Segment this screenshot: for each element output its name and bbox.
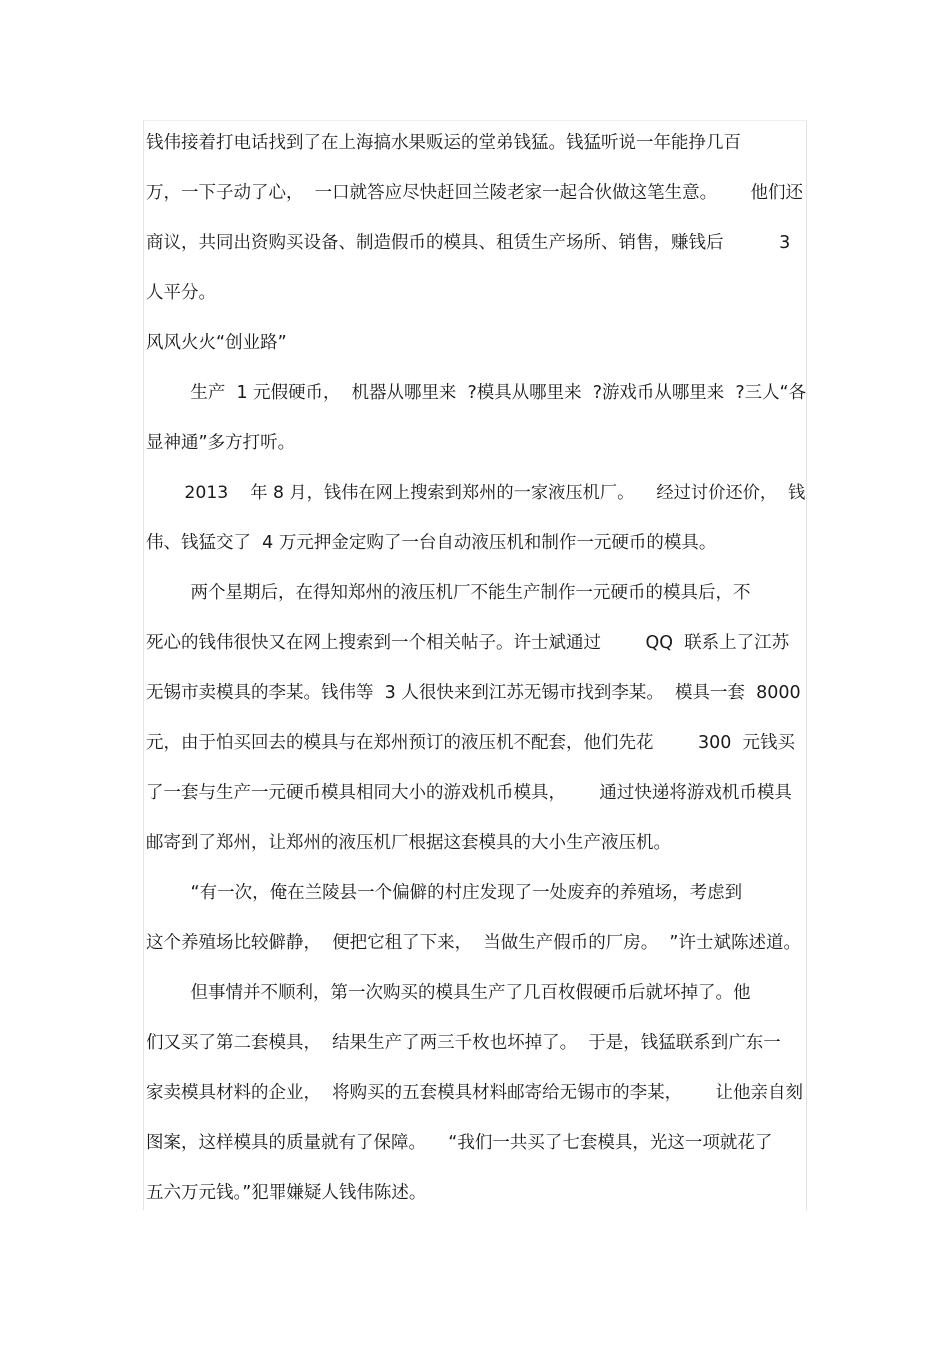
text-line: 2013 年 8 月，钱伟在网上搜索到郑州的一家液压机厂。 经过讨价还价， 钱 xyxy=(146,483,806,503)
text-line: 图案，这样模具的质量就有了保障。 “我们一共买了七套模具，光这一项就花了 xyxy=(146,1133,773,1153)
text-line: 死心的钱伟很快又在网上搜索到一个相关帖子。许士斌通过 QQ 联系上了江苏 xyxy=(146,633,790,653)
section-heading: 风风火火“创业路” xyxy=(146,333,287,353)
text-line: 两个星期后，在得知郑州的液压机厂不能生产制作一元硬币的模具后，不 xyxy=(146,583,751,603)
text-line: 钱伟接着打电话找到了在上海搞水果贩运的堂弟钱猛。钱猛听说一年能挣几百 xyxy=(146,133,741,153)
text-line: 们又买了第二套模具， 结果生产了两三千枚也坏掉了。 于是，钱猛联系到广东一 xyxy=(146,1033,781,1053)
text-line: 商议，共同出资购买设备、制造假币的模具、租赁生产场所、销售，赚钱后 3 xyxy=(146,233,791,253)
text-line: 人平分。 xyxy=(146,283,216,303)
text-line: 显神通”多方打听。 xyxy=(146,433,296,453)
text-line: 生产 1 元假硬币， 机器从哪里来 ?模具从哪里来 ?游戏币从哪里来 ?三人“各 xyxy=(146,383,807,403)
text-line: 这个养殖场比较僻静， 便把它租了下来， 当做生产假币的厂房。 ”许士斌陈述道。 xyxy=(146,933,801,953)
text-line: 邮寄到了郑州，让郑州的液压机厂根据这套模具的大小生产液压机。 xyxy=(146,833,671,853)
text-line: 元，由于怕买回去的模具与在郑州预订的液压机不配套，他们先花 300 元钱买 xyxy=(146,733,796,753)
text-line: 了一套与生产一元硬币模具相同大小的游戏机币模具， 通过快递将游戏机币模具 xyxy=(146,783,792,803)
text-line: 五六万元钱。”犯罪嫌疑人钱伟陈述。 xyxy=(146,1183,427,1203)
text-line: 万，一下子动了心， 一口就答应尽快赶回兰陵老家一起合伙做这笔生意。 他们还 xyxy=(146,183,803,203)
text-line: 家卖模具材料的企业， 将购买的五套模具材料邮寄给无锡市的李某， 让他亲自刻 xyxy=(146,1083,803,1103)
text-line: 但事情并不顺利，第一次购买的模具生产了几百枚假硬币后就坏掉了。他 xyxy=(146,983,751,1003)
text-line: 无锡市卖模具的李某。钱伟等 3 人很快来到江苏无锡市找到李某。 模具一套 8000 xyxy=(146,683,801,703)
text-line: “有一次，俺在兰陵县一个偏僻的村庄发现了一处废弃的养殖场，考虑到 xyxy=(146,883,743,903)
text-line: 伟、钱猛交了 4 万元押金定购了一台自动液压机和制作一元硬币的模具。 xyxy=(146,533,717,553)
